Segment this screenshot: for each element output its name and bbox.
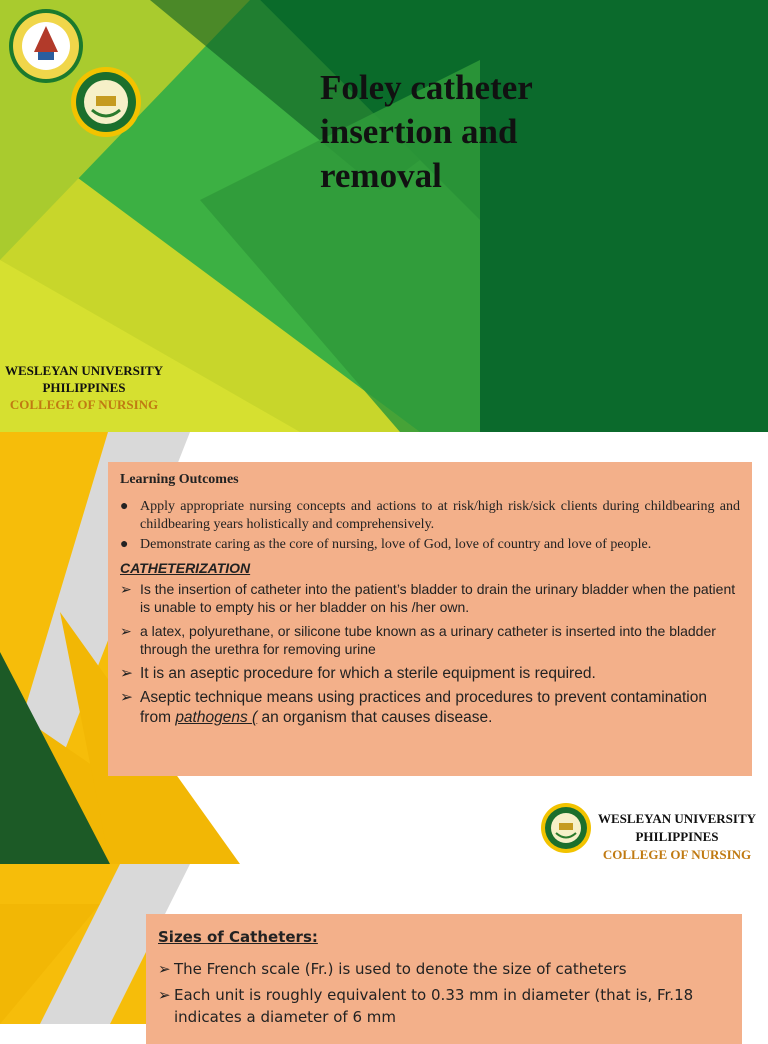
arrow-bullet-icon: ➢ [158, 986, 171, 1004]
point-text: The French scale (Fr.) is used to denote the size of catheters [174, 960, 627, 978]
outcome-item [120, 536, 740, 554]
catheterization-point [120, 622, 740, 658]
point-text: Each unit is roughly equivalent to 0.33 mm in diameter (that is, Fr.18 indicates a diameter of 6 mm [174, 986, 694, 1026]
sizes-point [158, 958, 730, 980]
arrow-bullet-icon: ➢ [120, 623, 132, 639]
university-caption [0, 362, 168, 413]
title-slide [0, 0, 768, 432]
college-of-nursing-seal-small [540, 802, 592, 854]
wesleyan-university-seal [8, 8, 84, 84]
bullet-icon: ● [120, 537, 129, 552]
point-text: Is the insertion of catheter into the patient’s bladder to drain the urinary bladder when the patient is unable to empty his or her bladder on his /her own. [140, 581, 736, 615]
university-name-line1: WESLEYAN UNIVERSITY [597, 811, 757, 826]
catheter-sizes-box [146, 914, 742, 1044]
sizes-point [158, 984, 730, 1028]
outcomes-list [120, 498, 740, 554]
aseptic-text-post: an organism that causes disease. [257, 709, 493, 726]
college-name: COLLEGE OF NURSING [602, 847, 752, 862]
point-text [140, 688, 740, 728]
learning-outcomes-title: Learning Outcomes [120, 472, 239, 487]
pathogens-link: pathogens ( [175, 709, 258, 726]
outcome-text: Apply appropriate nursing concepts and actions to at risk/high risk/sick clients during childbearing and childbearing years holistically and comprehensively. [140, 499, 740, 532]
college-name: COLLEGE OF NURSING [9, 397, 159, 412]
university-name-line2: PHILIPPINES [635, 829, 719, 844]
university-caption-footer [590, 810, 764, 864]
catheterization-point [120, 664, 740, 684]
point-text: It is an aseptic procedure for which a sterile equipment is required. [140, 665, 596, 682]
arrow-bullet-icon: ➢ [120, 689, 133, 706]
presentation-title: Foley catheter insertion and removal [320, 68, 533, 195]
outcome-item [120, 498, 740, 534]
arrow-bullet-icon: ➢ [120, 665, 133, 682]
point-text: a latex, polyurethane, or silicone tube known as a urinary catheter is inserted into the bladder through the urethra for removing urine [140, 623, 716, 657]
university-name-line1: WESLEYAN UNIVERSITY [4, 363, 164, 378]
aseptic-point [120, 688, 740, 728]
university-name-line2: PHILIPPINES [42, 380, 126, 395]
outcome-text: Demonstrate caring as the core of nursing, love of God, love of country and love of people. [140, 537, 652, 552]
catheterization-point [120, 580, 740, 616]
aseptic-text-pre: Aseptic technique means using practices and procedures to prevent contamination from [140, 689, 707, 726]
bullet-icon: ● [120, 499, 129, 514]
arrow-bullet-icon: ➢ [158, 960, 171, 978]
catheterization-title: CATHETERIZATION [120, 560, 251, 576]
learning-outcomes-box [108, 462, 752, 776]
college-of-nursing-seal [70, 66, 142, 138]
arrow-bullet-icon: ➢ [120, 581, 132, 597]
sizes-title: Sizes of Catheters: [158, 928, 318, 946]
